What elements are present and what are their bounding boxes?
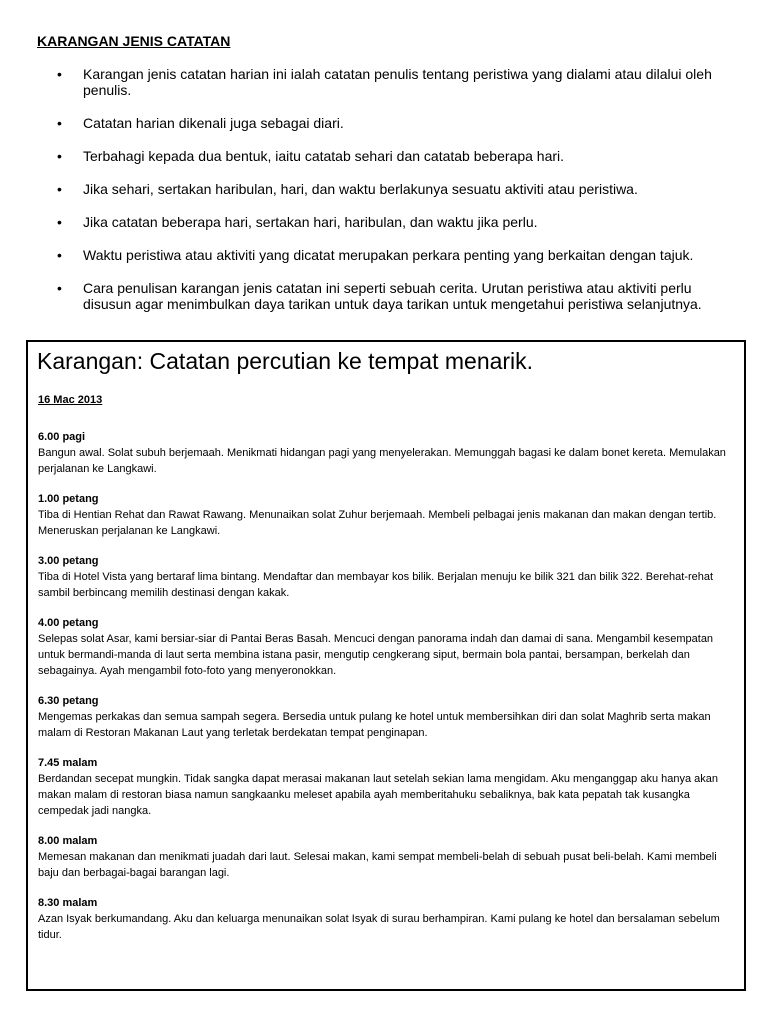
- list-item: [37, 148, 737, 164]
- entry-text: Tiba di Hotel Vista yang bertaraf lima bintang. Mendaftar dan membayar kos bilik. Berjalan menuju ke bilik 321 dan bilik 322. Berehat-rehat sambil berbincang memilih destinasi dengan kakak.: [38, 571, 714, 599]
- list-item: [37, 66, 737, 98]
- list-item-text: Jika sehari, sertakan haribulan, hari, dan waktu berlakunya sesuatu aktiviti atau peristiwa.: [83, 181, 638, 197]
- diary-entries: [38, 429, 736, 957]
- bullet-icon: •: [57, 280, 62, 296]
- entry-time: 8.00 malam: [38, 835, 98, 847]
- page-heading: KARANGAN JENIS CATATAN: [37, 33, 231, 49]
- entry-text: Tiba di Hentian Rehat dan Rawat Rawang. Menunaikan solat Zuhur berjemaah. Membeli pelbagai jenis makanan dan makan dengan tertib. Meneruskan perjalanan ke Langkawi.: [38, 509, 717, 537]
- diary-entry: [38, 615, 736, 679]
- entry-time: 1.00 petang: [38, 493, 99, 505]
- entry-text: Berdandan secepat mungkin. Tidak sangka dapat merasai makanan laut setelah sekian lama mengidam. Aku menganggap aku hanya akan makan malam di restoran biasa namun sangkaanku meleset apabila ayah memberitahuku sebaliknya, bak kata pepatah tak kusangka cempedak jadi nangka.: [38, 773, 718, 817]
- entry-time: 6.00 pagi: [38, 431, 86, 443]
- bullet-icon: •: [57, 181, 62, 197]
- list-item: [37, 247, 737, 263]
- entry-time: 3.00 petang: [38, 555, 99, 567]
- bullet-icon: •: [57, 66, 62, 82]
- list-item-text: Karangan jenis catatan harian ini ialah catatan penulis tentang peristiwa yang dialami atau dilalui oleh penulis.: [83, 66, 712, 98]
- entry-time: 7.45 malam: [38, 757, 98, 769]
- notes-list: [37, 66, 737, 329]
- entry-time: 6.30 petang: [38, 695, 99, 707]
- entry-text: Bangun awal. Solat subuh berjemaah. Menikmati hidangan pagi yang menyelerakan. Memunggah bagasi ke dalam bonet kereta. Memulakan perjalanan ke Langkawi.: [38, 447, 726, 475]
- entry-text: Azan Isyak berkumandang. Aku dan keluarga menunaikan solat Isyak di surau berhampiran. Kami pulang ke hotel dan bersalaman sebelum tidur.: [38, 913, 720, 941]
- entry-time: 8.30 malam: [38, 897, 98, 909]
- bullet-icon: •: [57, 247, 62, 263]
- list-item: [37, 181, 737, 197]
- list-item: [37, 115, 737, 131]
- bullet-icon: •: [57, 214, 62, 230]
- list-item: [37, 280, 737, 312]
- entry-time: 4.00 petang: [38, 617, 99, 629]
- entry-text: Selepas solat Asar, kami bersiar-siar di Pantai Beras Basah. Mencuci dengan panorama indah dan damai di sana. Mengambil kesempatan untuk bermandi-manda di laut serta membina istana pasir, mengutip cengkerang siput, bermain bola pantai, bersampan, berkelah dan sebagainya. Ayah mengambil foto-foto yang menyeronokkan.: [38, 633, 714, 677]
- bullet-icon: •: [57, 148, 62, 164]
- diary-entry: [38, 755, 736, 819]
- list-item-text: Catatan harian dikenali juga sebagai diari.: [83, 115, 344, 131]
- diary-entry: [38, 429, 736, 477]
- bullet-icon: •: [57, 115, 62, 131]
- example-date: 16 Mac 2013: [38, 394, 103, 406]
- entry-text: Memesan makanan dan menikmati juadah dari laut. Selesai makan, kami sempat membeli-belah di sebuah pusat beli-belah. Kami membeli baju dan berbagai-bagai barangan lagi.: [38, 851, 717, 879]
- diary-entry: [38, 491, 736, 539]
- list-item-text: Jika catatan beberapa hari, sertakan hari, haribulan, dan waktu jika perlu.: [83, 214, 538, 230]
- list-item-text: Cara penulisan karangan jenis catatan ini seperti sebuah cerita. Urutan peristiwa atau aktiviti perlu disusun agar menimbulkan daya tarikan untuk daya tarikan untuk mengetahui peristiwa selanjutnya.: [83, 280, 702, 312]
- diary-entry: [38, 895, 736, 943]
- example-title: Karangan: Catatan percutian ke tempat menarik.: [37, 348, 534, 374]
- diary-entry: [38, 833, 736, 881]
- example-box: [26, 340, 746, 991]
- entry-text: Mengemas perkakas dan semua sampah segera. Bersedia untuk pulang ke hotel untuk membersihkan diri dan solat Maghrib serta makan malam di Restoran Makanan Laut yang terletak berdekatan tempat penginapan.: [38, 711, 711, 739]
- list-item: [37, 214, 737, 230]
- diary-entry: [38, 693, 736, 741]
- list-item-text: Terbahagi kepada dua bentuk, iaitu catatab sehari dan catatab beberapa hari.: [83, 148, 565, 164]
- diary-entry: [38, 553, 736, 601]
- list-item-text: Waktu peristiwa atau aktiviti yang dicatat merupakan perkara penting yang berkaitan dengan tajuk.: [83, 247, 694, 263]
